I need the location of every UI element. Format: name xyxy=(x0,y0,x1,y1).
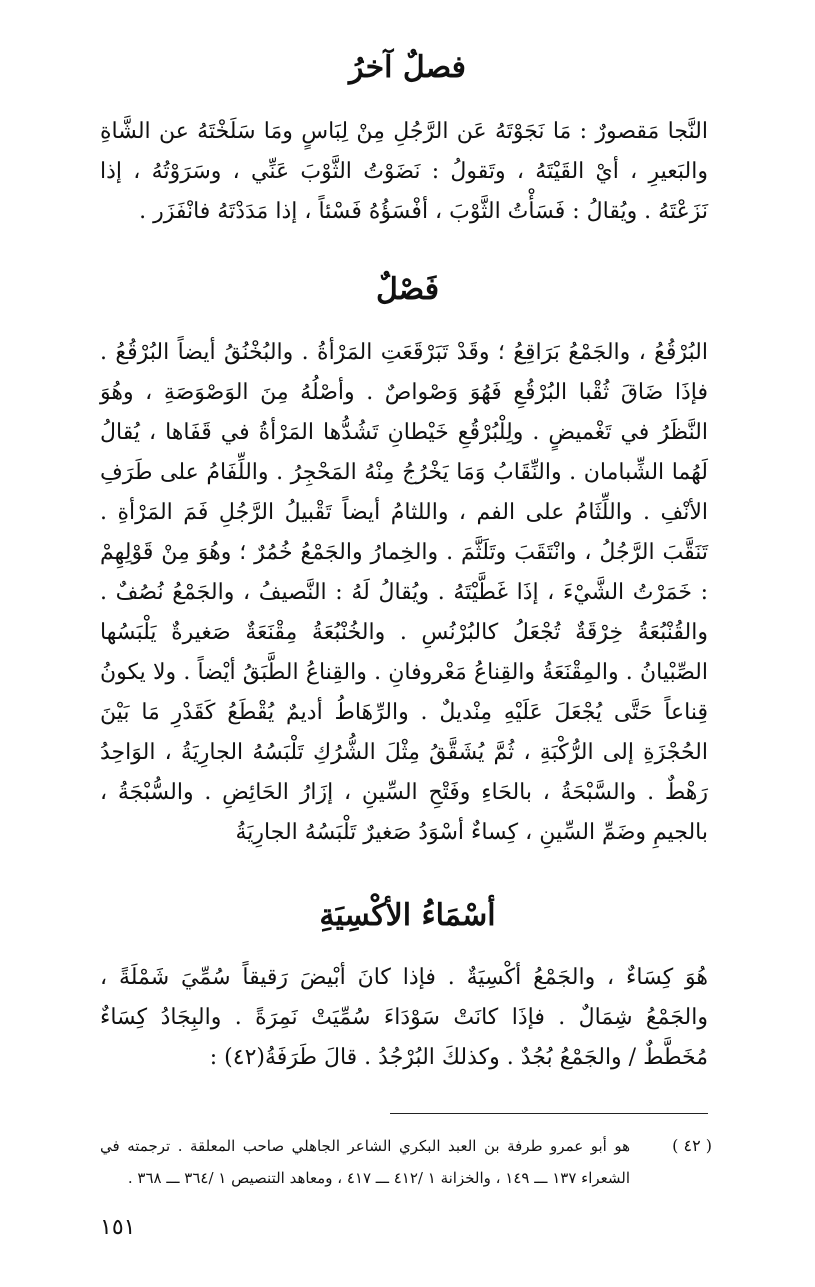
footnote-divider xyxy=(390,1113,708,1114)
footnote-text: هو أبو عمرو طرفة بن العبد البكري الشاعر الجاهلي صاحب المعلقة . ترجمته في الشعراء ١٣٧ ـــ ١٤٩ ، والخزانة ١ /٤١٢ ـــ ٤١٧ ، ومعاهد التنصيص ١ /٣٦٤ ـــ ٣٦٨ . xyxy=(100,1137,630,1187)
section-heading-asma-al-aksiya: أسْمَاءُ الأكْسِيَةِ xyxy=(319,898,496,933)
section-heading-fasl-akhar: فصلٌ آخرُ xyxy=(349,50,466,85)
section-paragraph-naja: النَّجا مَقصورٌ : مَا نَجَوْتَهُ عَن الرَّجُلِ مِنْ لِبَاسٍ ومَا سَلَخْتَهُ عن الشَّاةِ والبَعيرِ ، أيْ القَيْتَهُ ، وتَقولُ : نَضَوْتُ الثَّوْبَ عَنِّي ، وسَرَوْتُهُ ، إذا نَزَعْتَهُ . ويُقالُ : فَسَأْتُ الثَّوْبَ ، أفْسَؤُهُ فَسْئاً ، إذا مَدَدْتَهُ فانْفَزَر . xyxy=(100,119,708,224)
section-heading-fasl: فَصْلٌ xyxy=(375,272,440,307)
footnote-number: ( ٤٢ ) xyxy=(672,1136,712,1155)
section-paragraph-burqu: البُرْقُعُ ، والجَمْعُ بَرَاقِعُ ؛ وقَدْ تَبَرْقَعَتِ المَرْأةُ . والبُخْنُقُ أيضاً البُرْقُعُ . فإذَا ضَاقَ ثُقْبا البُرْقُعِ فَهُوَ وَصْواصٌ . وأصْلُهُ مِنَ الوَصْوَصَةِ ، وهُوَ النَّظَرُ في تَغْميضٍ . ولِلْبُرْقُعِ خَيْطانِ تَشُدُّها المَرْأةُ في قَفَاها ، يُقالُ لَهُما الشِّبامان . والنِّقَابُ وَمَا يَخْرُجُ مِنْهُ المَحْجِرُ . واللِّفَامُ على طَرَفِ الأنْفِ . واللِّثَامُ على الفم ، واللثامُ أيضاً تَقْبيلُ الرَّجُلِ فَمَ المَرْأةِ . تَنَقَّبَ الرَّجُلُ ، وانْتَقَبَ وتَلَثَّمَ . والخِمارُ والجَمْعُ خُمُرٌ ؛ وهُوَ مِنْ قَوْلِهِمْ : خَمَرْتُ الشَّيْءَ ، إذَا غَطَّيْتَهُ . ويُقالُ لَهُ : النَّصيفُ ، والجَمْعُ نُصُفٌ . والقُنْبُعَةُ خِرْقَةٌ تُجْعَلُ كالبُرْنُسِ . والخُنْبُعَةُ مِقْنَعَةٌ صَغيرةٌ يَلْبَسُها الصِّبْيانُ . والمِقْنَعَةُ والقِناعُ مَعْروفانِ . والقِناعُ الطَّبَقُ أيْضاً . ولا يكونُ قِناعاً حَتَّى يُجْعَلَ عَلَيْهِ مِنْديلٌ . والرِّهَاطُ أديمٌ يُقْطَعُ كَقَدْرِ مَا بَيْنَ الحُجْزَةِ إلى الرُّكْبَةِ ، ثُمَّ يُشَقَّقُ مِثْلَ الشُّرُكِ تَلْبَسُهُ الجارِيَةُ ، الوَاحِدُ رَهْطٌ . والسَّبْحَةُ ، بالحَاءِ وفَتْحِ السِّينِ ، إزَارُ الحَائِضِ . والسُّبْجَةُ ، بالجيمِ وضَمِّ السِّينِ ، كِساءٌ أسْوَدُ صَغيرٌ تَلْبَسُهُ الجارِيَةُ xyxy=(100,340,708,845)
page-number: ١٥١ xyxy=(100,1215,136,1240)
section-paragraph-kisa: هُوَ كِسَاءٌ ، والجَمْعُ أكْسِيَةٌ . فإذا كانَ أبْيضَ رَقيقاً سُمِّيَ شَمْلَةً ، والجَمْعُ شِمَالٌ . فإذَا كانَتْ سَوْدَاءَ سُمِّيَتْ نَمِرَةً . والبِجَادُ كِسَاءٌ مُخَطَّطٌ / والجَمْعُ بُجُدٌ . وكذلكَ البُرْجُدُ . قالَ طَرَفَةُ(٤٢) : xyxy=(100,965,708,1070)
